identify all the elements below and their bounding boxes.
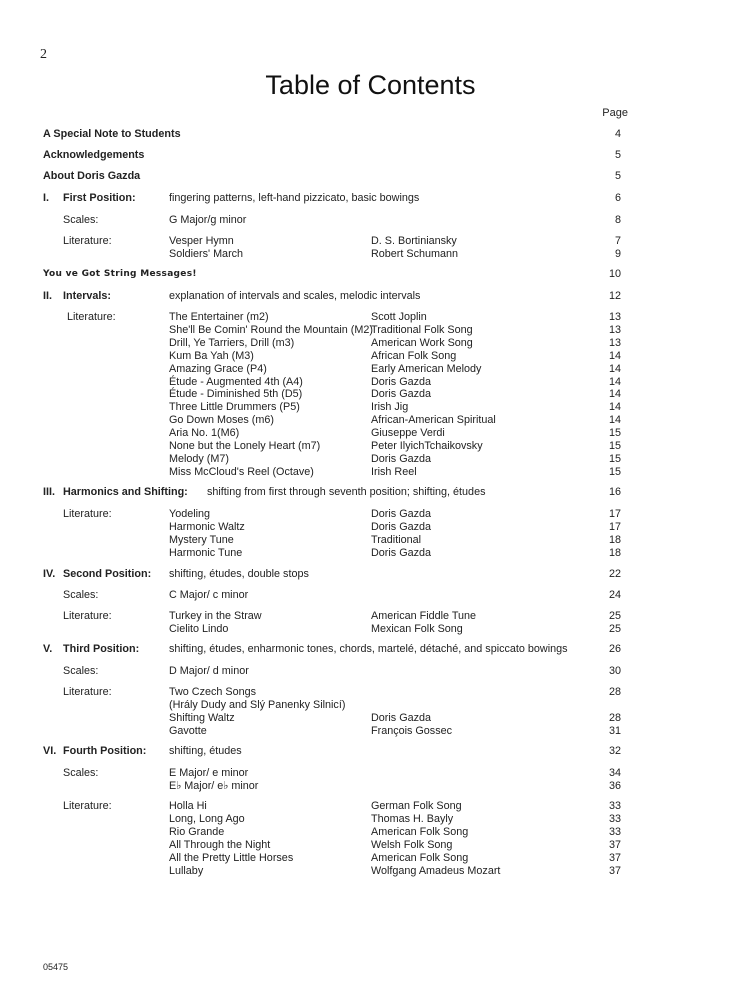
literature-composer: Irish Reel bbox=[371, 465, 417, 478]
literature-title[interactable]: All the Pretty Little Horses bbox=[169, 851, 294, 864]
section-number: II. bbox=[43, 290, 52, 302]
section-description: shifting from first through seventh position; shifting, études bbox=[207, 486, 486, 498]
toc-page: 14 bbox=[608, 401, 621, 414]
toc-page: 15 bbox=[608, 427, 621, 440]
literature-title[interactable]: Gavotte bbox=[169, 725, 207, 737]
scales-label: Scales: bbox=[63, 665, 99, 677]
toc-entry-special-note[interactable]: A Special Note to Students bbox=[43, 128, 181, 140]
section-title-harmonics-and-shifting[interactable]: Harmonics and Shifting: bbox=[63, 486, 188, 498]
literature-composer: Doris Gazda bbox=[371, 520, 432, 533]
literature-title[interactable]: Yodeling bbox=[169, 508, 211, 520]
section-description: shifting, études, double stops bbox=[169, 568, 309, 580]
toc-page: 13 bbox=[608, 323, 621, 336]
literature-composer: Welsh Folk Song bbox=[371, 838, 453, 851]
page-title: Table of Contents bbox=[265, 70, 476, 100]
literature-title[interactable]: Amazing Grace (P4) bbox=[169, 362, 267, 375]
section-title-fourth-position[interactable]: Fourth Position: bbox=[63, 745, 147, 757]
toc-page: 14 bbox=[608, 414, 621, 427]
literature-title[interactable]: Turkey in the Straw bbox=[169, 610, 262, 622]
literature-composer: Scott Joplin bbox=[371, 311, 427, 323]
literature-title[interactable]: She'll Be Comin' Round the Mountain (M2) bbox=[169, 323, 373, 336]
toc-page: 37 bbox=[608, 838, 621, 851]
toc-page: 14 bbox=[608, 362, 621, 375]
scales-label: Scales: bbox=[63, 767, 99, 779]
toc-page: 10 bbox=[608, 268, 621, 280]
toc-page: 37 bbox=[608, 864, 621, 877]
toc-page: 6 bbox=[614, 192, 621, 204]
literature-composer: François Gossec bbox=[371, 725, 453, 737]
literature-composer: Traditional Folk Song bbox=[371, 323, 473, 336]
literature-title[interactable]: Rio Grande bbox=[169, 825, 225, 838]
literature-title[interactable]: Miss McCloud's Reel (Octave) bbox=[169, 465, 314, 478]
literature-title[interactable]: The Entertainer (m2) bbox=[169, 311, 269, 323]
literature-composer: Doris Gazda bbox=[371, 375, 432, 388]
literature-title[interactable]: Vesper Hymn bbox=[169, 235, 234, 247]
toc-page: 31 bbox=[608, 725, 621, 737]
scale-entry[interactable]: C Major/ c minor bbox=[169, 589, 249, 601]
toc-page: 14 bbox=[608, 375, 621, 388]
toc-page: 18 bbox=[608, 533, 621, 546]
toc-page: 33 bbox=[608, 812, 621, 825]
scales-label: Scales: bbox=[63, 589, 99, 601]
toc-page: 17 bbox=[608, 508, 621, 520]
section-description: explanation of intervals and scales, melodic intervals bbox=[169, 290, 421, 302]
scale-entry[interactable]: E♭ Major/ e♭ minor bbox=[169, 780, 259, 792]
literature-title[interactable]: Holla Hi bbox=[169, 800, 207, 812]
literature-title[interactable]: Shifting Waltz bbox=[169, 712, 235, 724]
section-description: fingering patterns, left-hand pizzicato, basic bowings bbox=[169, 192, 420, 204]
toc-page: 24 bbox=[608, 589, 621, 601]
literature-composer: African-American Spiritual bbox=[371, 414, 496, 427]
section-description: shifting, études bbox=[169, 745, 242, 757]
toc-page: 36 bbox=[608, 780, 621, 792]
literature-title[interactable]: Cielito Lindo bbox=[169, 623, 229, 635]
toc-page: 33 bbox=[608, 825, 621, 838]
toc-entry-string-messages[interactable]: You ve Got String Messages! bbox=[43, 269, 197, 279]
scale-entry[interactable]: D Major/ d minor bbox=[169, 665, 249, 677]
literature-label: Literature: bbox=[63, 235, 112, 247]
toc-page: 37 bbox=[608, 851, 621, 864]
literature-title[interactable]: Melody (M7) bbox=[169, 452, 229, 465]
toc-page: 25 bbox=[608, 610, 621, 622]
toc-entry-about-doris-gazda[interactable]: About Doris Gazda bbox=[43, 170, 141, 182]
literature-label: Literature: bbox=[63, 610, 112, 622]
literature-composer: Doris Gazda bbox=[371, 712, 432, 724]
literature-composer: American Fiddle Tune bbox=[371, 610, 477, 622]
literature-title[interactable]: Lullaby bbox=[169, 864, 204, 877]
literature-composer: Traditional bbox=[371, 533, 422, 546]
toc-page: 8 bbox=[614, 214, 621, 226]
literature-composer: African Folk Song bbox=[371, 349, 457, 362]
literature-title[interactable]: Three Little Drummers (P5) bbox=[169, 401, 300, 414]
toc-page: 17 bbox=[608, 520, 621, 533]
toc-page: 34 bbox=[608, 767, 621, 779]
literature-title[interactable]: Long, Long Ago bbox=[169, 812, 245, 825]
literature-title[interactable]: Kum Ba Yah (M3) bbox=[169, 349, 254, 362]
literature-title[interactable]: Harmonic Waltz bbox=[169, 520, 245, 533]
toc-page: 30 bbox=[608, 665, 621, 677]
section-title-second-position[interactable]: Second Position: bbox=[63, 568, 152, 580]
section-title-intervals[interactable]: Intervals: bbox=[63, 290, 112, 302]
toc-page: 9 bbox=[614, 248, 621, 260]
literature-title[interactable]: Mystery Tune bbox=[169, 533, 234, 546]
toc-page: 15 bbox=[608, 465, 621, 478]
literature-label: Literature: bbox=[67, 311, 116, 323]
page-number: 2 bbox=[40, 47, 47, 62]
section-number: IV. bbox=[43, 568, 56, 580]
literature-composer: Early American Melody bbox=[371, 362, 482, 375]
toc-page: 32 bbox=[608, 745, 621, 757]
toc-page: 16 bbox=[608, 486, 621, 498]
literature-composer: Irish Jig bbox=[371, 401, 409, 414]
literature-composer: Peter IlyichTchaikovsky bbox=[371, 440, 483, 452]
literature-composer: Doris Gazda bbox=[371, 546, 432, 559]
literature-composer: Doris Gazda bbox=[371, 452, 432, 465]
literature-composer: D. S. Bortiniansky bbox=[371, 235, 457, 247]
literature-composer: American Folk Song bbox=[371, 825, 469, 838]
toc-page: 28 bbox=[608, 686, 621, 698]
literature-title[interactable]: Harmonic Tune bbox=[169, 546, 243, 559]
literature-title: (Hrály Dudy and Slý Panenky Silnicí) bbox=[169, 699, 346, 711]
literature-title[interactable]: Aria No. 1(M6) bbox=[169, 427, 240, 440]
scale-entry[interactable]: E Major/ e minor bbox=[169, 767, 249, 779]
literature-composer: American Work Song bbox=[371, 336, 473, 349]
literature-composer: Doris Gazda bbox=[371, 388, 432, 401]
toc-page: 14 bbox=[608, 349, 621, 362]
toc-page: 5 bbox=[614, 170, 621, 182]
toc-page: 13 bbox=[608, 336, 621, 349]
literature-composer: American Folk Song bbox=[371, 851, 469, 864]
toc-page: 12 bbox=[608, 290, 621, 302]
toc-page: 28 bbox=[608, 712, 621, 724]
scales-label: Scales: bbox=[63, 214, 99, 226]
literature-title[interactable]: Drill, Ye Tarriers, Drill (m3) bbox=[169, 336, 295, 349]
toc-page: 25 bbox=[608, 623, 621, 635]
toc-page: 33 bbox=[608, 800, 621, 812]
literature-label: Literature: bbox=[63, 686, 112, 698]
section-number: I. bbox=[43, 192, 49, 204]
toc-page: 13 bbox=[608, 311, 621, 323]
section-number: VI. bbox=[43, 745, 57, 757]
literature-title[interactable]: Soldiers' March bbox=[169, 248, 244, 260]
literature-title[interactable]: Two Czech Songs bbox=[169, 686, 257, 698]
literature-title[interactable]: Go Down Moses (m6) bbox=[169, 414, 274, 427]
toc-page: 15 bbox=[608, 452, 621, 465]
toc-page: 14 bbox=[608, 388, 621, 401]
literature-composer: Wolfgang Amadeus Mozart bbox=[371, 864, 501, 877]
literature-composer: Giuseppe Verdi bbox=[371, 427, 445, 440]
section-description: shifting, études, enharmonic tones, chords, martelé, détaché, and spiccato bowings bbox=[169, 643, 568, 655]
page-column-header: Page bbox=[602, 107, 628, 119]
toc-page: 5 bbox=[614, 149, 621, 161]
literature-label: Literature: bbox=[63, 800, 112, 812]
literature-label: Literature: bbox=[63, 508, 112, 520]
literature-title[interactable]: None but the Lonely Heart (m7) bbox=[169, 440, 321, 452]
toc-page: 26 bbox=[608, 643, 621, 655]
section-number: III. bbox=[43, 486, 55, 498]
toc-entry-acknowledgements[interactable]: Acknowledgements bbox=[43, 149, 145, 161]
literature-composer: Doris Gazda bbox=[371, 508, 432, 520]
literature-title[interactable]: Étude - Augmented 4th (A4) bbox=[169, 375, 303, 388]
section-number: V. bbox=[43, 643, 53, 655]
literature-composer: Robert Schumann bbox=[371, 248, 459, 260]
literature-composer: Thomas H. Bayly bbox=[371, 812, 454, 825]
catalog-code: 05475 bbox=[43, 962, 69, 972]
literature-composer: Mexican Folk Song bbox=[371, 623, 463, 635]
literature-title[interactable]: All Through the Night bbox=[169, 838, 271, 851]
toc-page: 22 bbox=[608, 568, 621, 580]
section-title-third-position[interactable]: Third Position: bbox=[63, 643, 140, 655]
toc-page: 4 bbox=[614, 128, 621, 140]
toc-page: 7 bbox=[614, 235, 621, 247]
section-title-first-position[interactable]: First Position: bbox=[63, 192, 136, 204]
scale-entry[interactable]: G Major/g minor bbox=[169, 214, 247, 226]
literature-title[interactable]: Étude - Diminished 5th (D5) bbox=[169, 388, 303, 401]
literature-composer: German Folk Song bbox=[371, 800, 462, 812]
toc-page: 15 bbox=[608, 440, 621, 452]
toc-page: 18 bbox=[608, 546, 621, 559]
